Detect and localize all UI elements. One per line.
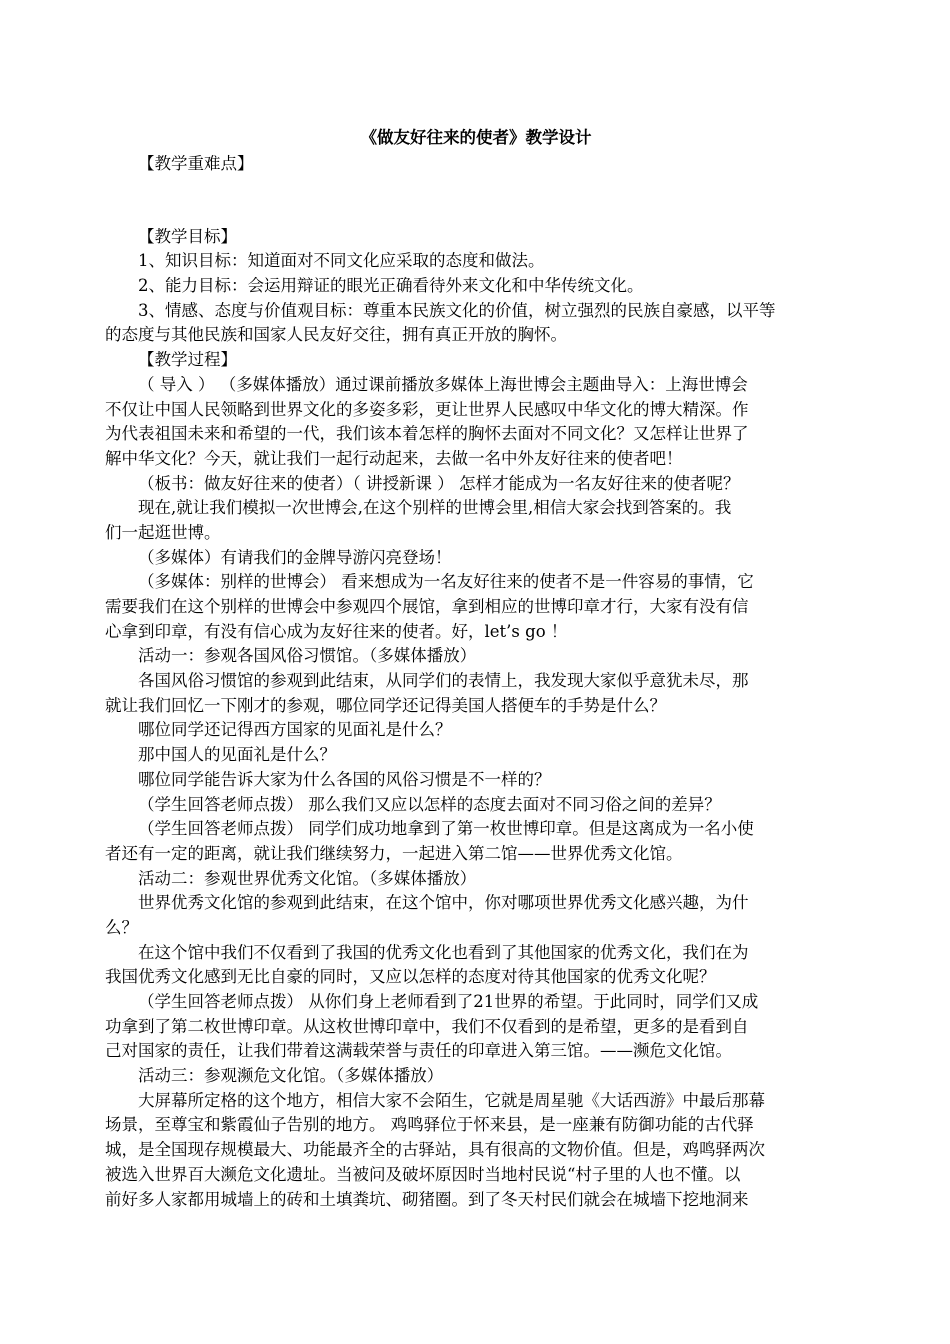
text-line: 哪位同学还记得西方国家的见面礼是什么？ [138, 720, 452, 740]
text-line: 前好多人家都用城墙上的砖和土填粪坑、砌猪圈。到了冬天村民们就会在城墙下挖地洞来 [105, 1189, 749, 1209]
text-line: 不仅让中国人民领略到世界文化的多姿多彩，更让世界人民感叹中华文化的博大精深。作 [105, 399, 749, 419]
text-line: 大屏幕所定格的这个地方，相信大家不会陌生，它就是周星驰《大话西游》中最后那幕 [138, 1090, 765, 1110]
key-points-heading: 【教学重难点】 [138, 154, 254, 173]
text-line: （学生回答老师点拨） 同学们成功地拿到了第一枚世博印章。但是这离成为一名小使 [138, 819, 754, 839]
text-line: 心拿到印章，有没有信心成为友好往来的使者。好，let’s go ！ [105, 621, 568, 641]
text-line: （多媒体）有请我们的金牌导游闪亮登场！ [138, 547, 452, 567]
text-line: 活动二：参观世界优秀文化馆。（多媒体播放） [138, 868, 477, 888]
text-line: 现在,就让我们模拟一次世博会,在这个别样的世博会里,相信大家会找到答案的。我 [138, 498, 732, 518]
text-line: 我国优秀文化感到无比自豪的同时，又应以怎样的态度对待其他国家的优秀文化呢？ [105, 967, 716, 987]
text-line: 2、能力目标：会运用辩证的眼光正确看待外来文化和中华传统文化。 [138, 276, 644, 296]
text-line: 解中华文化？今天，就让我们一起行动起来，去做一名中外友好往来的使者吧！ [105, 448, 683, 468]
text-line: 在这个馆中我们不仅看到了我国的优秀文化也看到了其他国家的优秀文化，我们在为 [138, 942, 749, 962]
text-line: 活动三：参观濒危文化馆。（多媒体播放） [138, 1066, 444, 1086]
document-page [105, 124, 847, 1212]
text-line: 的态度与其他民族和国家人民友好交往，拥有真正开放的胸怀。 [105, 325, 567, 345]
text-line: （学生回答老师点拨） 从你们身上老师看到了21世界的希望。于此同时，同学们又成 [138, 992, 759, 1011]
text-line: 己对国家的责任，让我们带着这满载荣誉与责任的印章进入第三馆。——濒危文化馆。 [105, 1041, 732, 1061]
text-line: （多媒体：别样的世博会） 看来想成为一名友好往来的使者不是一件容易的事情，它 [138, 572, 754, 592]
text-line: 被选入世界百大濒危文化遗址。当被问及破坏原因时当地村民说“村子里的人也不懂。以 [105, 1164, 741, 1184]
text-line: 那中国人的见面礼是什么？ [138, 745, 336, 765]
text-line: （ 导入 ） （多媒体播放）通过课前播放多媒体上海世博会主题曲导入：上海世博会 [138, 374, 748, 394]
text-line: 哪位同学能告诉大家为什么各国的风俗习惯是不一样的？ [138, 769, 551, 789]
text-line: 功拿到了第二枚世博印章。从这枚世博印章中，我们不仅看到的是希望，更多的是看到自 [105, 1016, 749, 1036]
body-text [105, 225, 847, 1213]
section-heading-objectives: 【教学目标】 [138, 226, 237, 246]
section-heading-process: 【教学过程】 [138, 350, 237, 370]
text-line: 1、知识目标：知道面对不同文化应采取的态度和做法。 [138, 251, 545, 271]
text-line: （学生回答老师点拨） 那么我们又应以怎样的态度去面对不同习俗之间的差异？ [138, 794, 721, 814]
text-line: 场景，至尊宝和紫霞仙子告别的地方。 鸡鸣驿位于怀来县，是一座兼有防御功能的古代驿 [105, 1115, 754, 1135]
text-line: 就让我们回忆一下刚才的参观，哪位同学还记得美国人搭便车的手势是什么？ [105, 695, 666, 715]
text-line: 们一起逛世博。 [105, 522, 221, 542]
blank-space [105, 177, 847, 225]
text-line: 么？ [105, 917, 138, 937]
text-line: 为代表祖国未来和希望的一代，我们该本着怎样的胸怀去面对不同文化？又怎样让世界了 [105, 424, 749, 444]
text-line: 需要我们在这个别样的世博会中参观四个展馆，拿到相应的世博印章才行，大家有没有信 [105, 597, 749, 616]
text-line: 活动一：参观各国风俗习惯馆。（多媒体播放） [138, 646, 477, 666]
text-line: （板书：做友好往来的使者）（ 讲授新课 ） 怎样才能成为一名友好往来的使者呢？ [138, 473, 740, 493]
text-line: 者还有一定的距离，就让我们继续努力，一起进入第二馆——世界优秀文化馆。 [105, 843, 683, 863]
document-title: 《做友好往来的使者》教学设计 [360, 128, 592, 147]
text-line: 3、情感、态度与价值观目标：尊重本民族文化的价值，树立强烈的民族自豪感，以平等 [138, 300, 776, 320]
text-line: 城，是全国现存规模最大、功能最齐全的古驿站，具有很高的文物价值。但是，鸡鸣驿两次 [105, 1140, 765, 1160]
text-line: 世界优秀文化馆的参观到此结束，在这个馆中，你对哪项世界优秀文化感兴趣，为什 [138, 893, 749, 913]
text-line: 各国风俗习惯馆的参观到此结束，从同学们的表情上，我发现大家似乎意犹未尽，那 [138, 671, 749, 691]
